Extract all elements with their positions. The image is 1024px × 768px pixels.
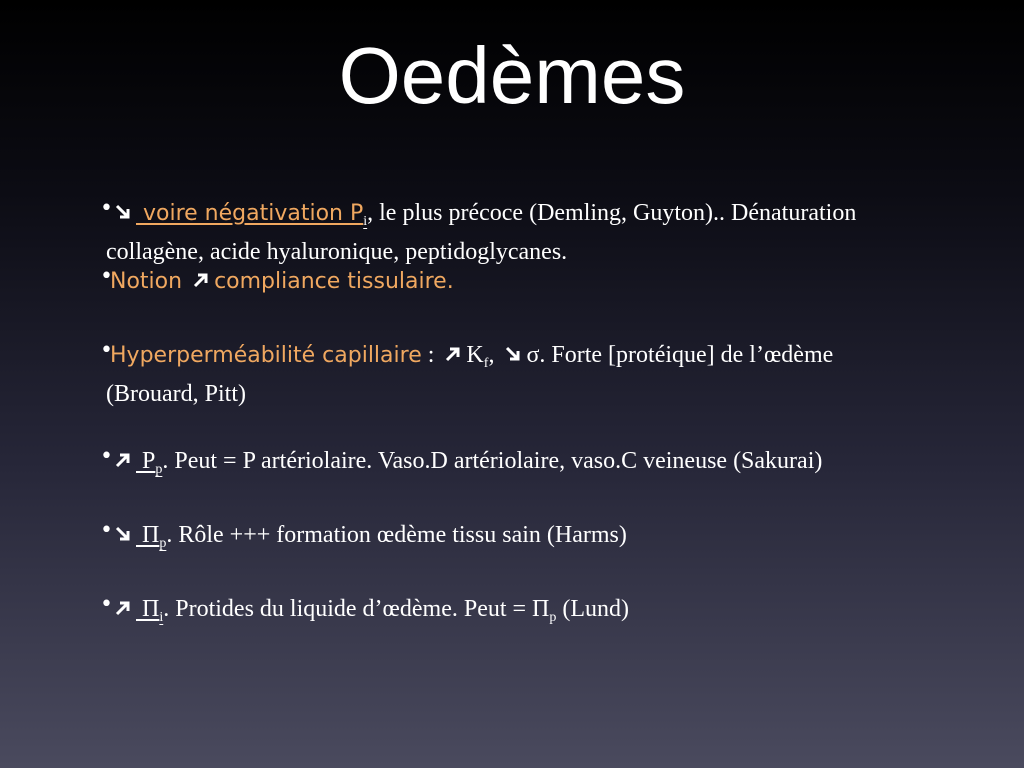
pi-p-symbol: Π [136, 522, 160, 548]
b3-sep: , [488, 342, 495, 368]
arrow-up-right-icon [114, 599, 132, 617]
page-title: Oedèmes [338, 31, 686, 120]
b3-line2: (Brouard, Pitt) [106, 381, 246, 407]
arrow-up-right-icon [192, 271, 210, 289]
arrow-down-right-icon [114, 203, 132, 221]
pi-i-subscript: i [159, 610, 164, 625]
bullet-2 [100, 266, 980, 297]
pp-subscript: p [155, 462, 163, 477]
bullet-1 [100, 198, 980, 267]
pi-p-subscript-2: p [549, 610, 557, 625]
b3-rest: σ. Forte [protéique] de l’œdème [526, 342, 834, 368]
b6-rest: . Protides du liquide d’œdème. Peut = Π [163, 596, 550, 622]
bullet-dot: • [100, 444, 113, 469]
bullet-5 [100, 520, 980, 559]
kf-subscript: f [483, 356, 489, 371]
notion-text: Notion [110, 269, 183, 294]
b4-rest: . Peut = P artériolaire. Vaso.D artériolaire, vaso.C veineuse (Sakurai) [162, 448, 823, 474]
hyperpermeabilite-text: Hyperperméabilité capillaire [110, 343, 422, 368]
compliance-text: compliance tissulaire. [214, 269, 454, 294]
b3-colon: : [421, 342, 441, 368]
bullet-dot: • [100, 518, 113, 543]
pi-i-symbol: Π [136, 596, 160, 622]
arrow-down-right-icon [114, 525, 132, 543]
pi-p-subscript: p [159, 536, 167, 551]
b5-rest: . Rôle +++ formation œdème tissu sain (Harms) [166, 522, 627, 548]
negativation-text: voire négativation P [136, 201, 364, 226]
bullet-dot: • [100, 196, 113, 221]
bullet-4 [100, 446, 980, 485]
bullet-dot: • [100, 264, 113, 289]
arrow-down-right-icon [504, 345, 522, 363]
pp-symbol: P [136, 448, 156, 474]
b6-end: (Lund) [556, 596, 630, 622]
b1-line2: collagène, acide hyaluronique, peptidoglycanes. [106, 239, 568, 265]
arrow-up-right-icon [114, 451, 132, 469]
bullet-6 [100, 594, 980, 633]
arrow-up-right-icon [444, 345, 462, 363]
bullet-dot: • [100, 592, 113, 617]
pi-subscript: i [363, 214, 368, 229]
b1-rest: , le plus précoce (Demling, Guyton).. Dénaturation [367, 200, 857, 226]
kf-text: K [466, 342, 484, 368]
bullet-3 [100, 340, 980, 409]
bullet-dot: • [100, 338, 113, 363]
